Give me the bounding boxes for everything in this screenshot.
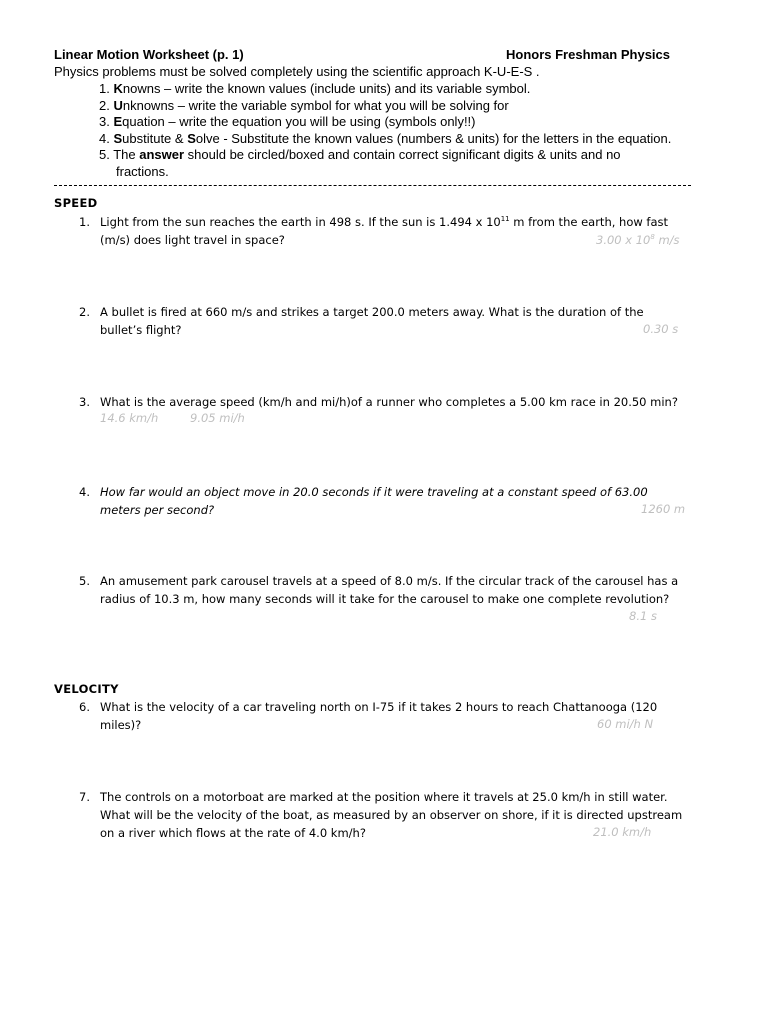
step-equation — [99, 114, 699, 131]
question-text-line: on a river which flows at the rate of 4.0 km/h? — [100, 826, 366, 840]
question-text-part: m from the earth, how fast — [509, 215, 669, 229]
question-text-line: How far would an object move in 20.0 seconds if it were traveling at a constant speed of 63.00 — [100, 485, 648, 499]
answer-part: 3.00 x 10 — [596, 233, 651, 247]
step-letter: S — [187, 130, 196, 146]
question-3 — [76, 393, 696, 411]
section-heading-speed: SPEED — [54, 196, 98, 210]
answer-hint: 21.0 km/h — [593, 825, 652, 839]
step-number: 1. — [99, 81, 114, 96]
step-text: nowns – write the known values (include units) and its variable symbol. — [122, 81, 531, 96]
dashed-divider — [54, 185, 691, 186]
answer-hint: 0.30 s — [643, 322, 679, 336]
step-text: quation – write the equation you will be using (symbols only!!) — [122, 114, 476, 129]
question-text-line: (m/s) does light travel in space? — [100, 233, 285, 247]
answer-hint: 8.1 s — [629, 609, 657, 623]
question-number: 2. — [79, 305, 90, 319]
step-bold-word: answer — [139, 147, 185, 162]
step-letter: U — [113, 97, 123, 113]
answer-hint — [596, 233, 680, 247]
question-4 — [76, 483, 696, 519]
worksheet-title: Linear Motion Worksheet (p. 1) — [54, 47, 244, 62]
step-knowns — [99, 81, 699, 98]
intro-text: Physics problems must be solved completely using the scientific approach K-U-E-S . — [54, 64, 540, 79]
question-text-line: What will be the velocity of the boat, as measured by an observer on shore, if it is directed upstream — [100, 808, 683, 822]
course-name: Honors Freshman Physics — [506, 47, 670, 62]
step-letter: E — [113, 114, 123, 129]
question-number: 1. — [79, 215, 90, 229]
question-number: 5. — [79, 574, 90, 588]
question-number: 6. — [79, 700, 90, 714]
answer-hint: 1260 m — [641, 502, 686, 516]
exponent: 8 — [650, 233, 655, 242]
step-number: 4. — [99, 130, 114, 146]
step-text: olve - Substitute the known values (numbers & units) for the letters in the equation. — [195, 130, 672, 146]
exponent: 11 — [500, 215, 510, 224]
question-text-line: An amusement park carousel travels at a speed of 8.0 m/s. If the circular track of the carousel has a — [100, 574, 679, 588]
step-number: 2. — [99, 97, 114, 113]
question-text-line: bullet’s flight? — [100, 323, 182, 337]
step-text: nknowns – write the variable symbol for what you will be solving for — [122, 97, 509, 113]
step-number: 5. The — [99, 147, 140, 162]
question-number: 3. — [79, 395, 90, 409]
step-text: should be circled/boxed and contain correct significant digits & units and no — [184, 147, 621, 162]
question-5 — [76, 572, 696, 608]
question-text-line: What is the velocity of a car traveling north on I-75 if it takes 2 hours to reach Chattanooga (120 — [100, 700, 658, 714]
step-letter: S — [113, 130, 123, 146]
answer-part: m/s — [654, 233, 680, 247]
section-heading-velocity: VELOCITY — [54, 682, 119, 696]
step-answer — [99, 147, 699, 164]
question-text-part: Light from the sun reaches the earth in 498 s. If the sun is 1.494 x 10 — [100, 215, 501, 229]
question-text-line: A bullet is fired at 660 m/s and strikes a target 200.0 meters away. What is the duration of the — [100, 305, 644, 319]
kues-steps-list — [99, 81, 699, 180]
question-text-line: radius of 10.3 m, how many seconds will it take for the carousel to make one complete revolution? — [100, 592, 670, 606]
answer-hint-km-h: 14.6 km/h — [100, 411, 159, 425]
answer-hint: 60 mi/h N — [597, 717, 654, 731]
question-2 — [76, 303, 696, 339]
step-unknowns — [99, 98, 699, 115]
question-number: 4. — [79, 485, 90, 499]
step-text: ubstitute & — [122, 130, 188, 146]
step-substitute-solve — [99, 131, 699, 148]
answer-hint-mi-h: 9.05 mi/h — [190, 411, 245, 425]
question-text-line — [100, 213, 696, 231]
question-text-line: What is the average speed (km/h and mi/h)of a runner who completes a 5.00 km race in 20.50 min? — [100, 395, 678, 409]
step-number: 3. — [99, 114, 114, 129]
question-text-line: meters per second? — [100, 503, 215, 517]
question-text-line: The controls on a motorboat are marked at the position where it travels at 25.0 km/h in still water. — [100, 790, 668, 804]
question-text-line: miles)? — [100, 718, 142, 732]
step-letter: K — [113, 81, 123, 96]
step-answer-continuation: fractions. — [116, 163, 169, 179]
question-number: 7. — [79, 790, 90, 804]
